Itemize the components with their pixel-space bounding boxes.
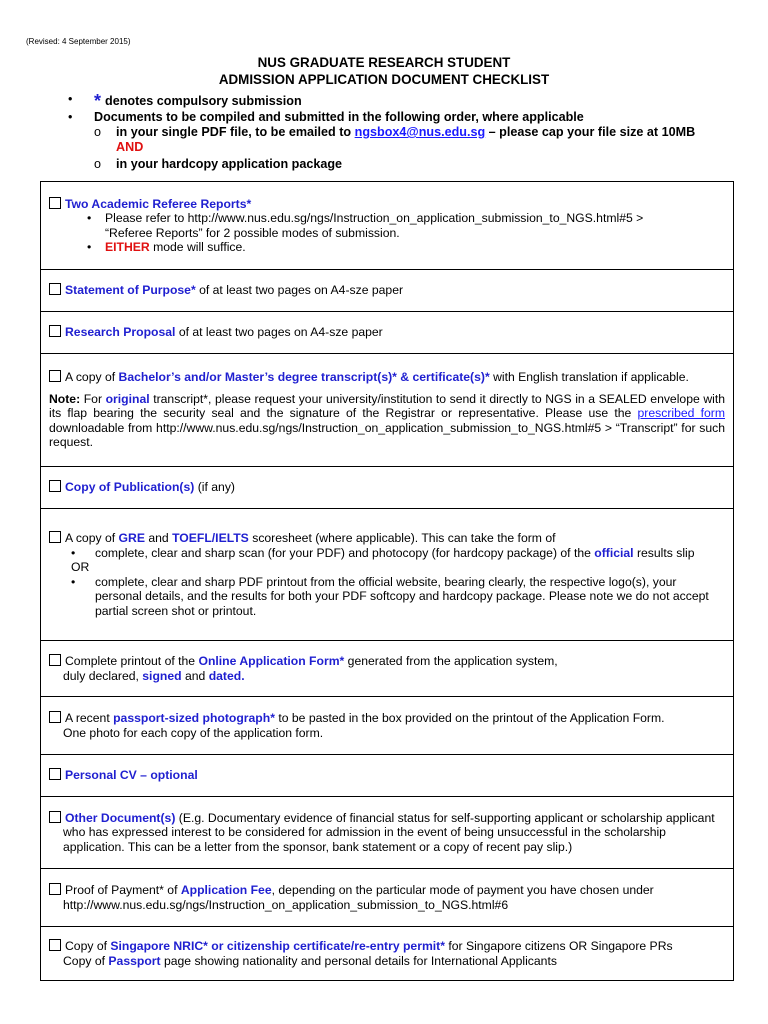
gre-or: OR (71, 560, 90, 574)
checklist-row-proposal (41, 312, 734, 354)
checklist-row-online-form (41, 641, 734, 697)
online-signed: signed (142, 668, 182, 683)
note-post: downloadable from http://www.nus.edu.sg/ngs/Instruction_on_application_submission_to_NGS.html#5 > “Transcript” for such request. (49, 420, 725, 450)
checklist-row-cv (41, 755, 734, 797)
online-pre: Complete printout of the (65, 654, 196, 668)
gre-label: GRE (118, 531, 145, 545)
gre-rest: scoresheet (where applicable). This can take the form of (252, 531, 556, 545)
document-checklist-table (40, 181, 734, 981)
bullet-icon: • (68, 110, 73, 124)
page-title-line2: ADMISSION APPLICATION DOCUMENT CHECKLIST (218, 72, 550, 87)
nric-rest: for Singapore citizens OR Singapore PRs (448, 939, 673, 953)
compulsory-star-icon: * (94, 91, 102, 111)
note-pre: For (83, 391, 103, 406)
gre-b1-pre: complete, clear and sharp scan (for your PDF) and photocopy (for hardcopy package) of the (95, 545, 591, 560)
revised-date: (Revised: 4 September 2015) (26, 37, 131, 46)
note-label: Note: (49, 391, 81, 406)
checklist-row-referee (41, 182, 734, 270)
ngs-email-link[interactable]: ngsbox4@nus.edu.sg (354, 125, 486, 139)
gre-b2: complete, clear and sharp PDF printout from the official website, bearing clearly, the respective logo(s), your personal details, and the results for both your PDF softcopy and hardcopy package. Please note we do not accept partial screen shot or printout. (95, 574, 709, 618)
checklist-row-gre (41, 509, 734, 641)
referee-title: Two Academic Referee Reports* (65, 196, 252, 211)
note-original: original (105, 391, 150, 406)
bullet-icon: • (71, 545, 76, 560)
checkbox-gre[interactable] (49, 531, 61, 543)
referee-bullet1b: “Referee Reports” for 2 possible modes of submission. (105, 225, 400, 240)
checkbox-other[interactable] (49, 811, 61, 823)
gre-and: and (148, 531, 169, 545)
checklist-row-nric (41, 927, 734, 981)
cv-title: Personal CV – optional (65, 768, 198, 783)
nric-title: Singapore NRIC* or citizenship certificate/re-entry permit* (110, 939, 445, 953)
bullet-icon: • (87, 211, 92, 225)
prescribed-form-link[interactable]: prescribed form (637, 406, 725, 421)
payment-rest: , depending on the particular mode of payment you have chosen under (271, 883, 654, 897)
intro-instructions (68, 92, 748, 172)
transcript-pre: A copy of (65, 370, 116, 385)
online-title: Online Application Form* (198, 654, 345, 668)
transcript-rest: with English translation if applicable. (493, 370, 689, 385)
bullet-icon: • (71, 574, 76, 589)
checkbox-cv[interactable] (49, 768, 61, 780)
gre-b1-post: results slip (636, 545, 695, 560)
photo-pre: A recent (65, 711, 110, 725)
checkbox-referee[interactable] (49, 197, 61, 209)
payment-l2: http://www.nus.edu.sg/ngs/Instruction_on_application_submission_to_NGS.html#6 (63, 897, 509, 912)
checkbox-photo[interactable] (49, 711, 61, 723)
nric-pre: Copy of (65, 939, 108, 953)
bullet-icon: • (87, 240, 92, 254)
intro-line2: Documents to be compiled and submitted in the following order, where applicable (94, 110, 584, 124)
purpose-rest: of at least two pages on A4-sze paper (199, 283, 404, 298)
proposal-rest: of at least two pages on A4-sze paper (178, 325, 383, 340)
transcript-title: Bachelor’s and/or Master’s degree transcript(s)* & certificate(s)* (118, 370, 490, 385)
photo-title: passport-sized photograph* (113, 711, 275, 725)
payment-title: Application Fee (180, 883, 272, 897)
referee-bullet1: Please refer to http://www.nus.edu.sg/ngs/Instruction_on_application_submission_to_NGS.html#5 > (105, 211, 644, 225)
online-dated: dated. (208, 668, 245, 683)
photo-l2: One photo for each copy of the application form. (63, 725, 324, 740)
online-rest: generated from the application system, (347, 654, 558, 668)
nric-l2-pre: Copy of (63, 953, 106, 968)
checkbox-transcript[interactable] (49, 370, 61, 382)
checklist-row-transcript (41, 354, 734, 467)
note-mid: transcript*, please request your university/institution to send it directly to NGS in a SEALED envelope with its flap bearing the security seal and the signature of the Registrar or representative. Please use the (49, 391, 726, 421)
page-title-line1: NUS GRADUATE RESEARCH STUDENT (257, 55, 511, 70)
proposal-title: Research Proposal (65, 325, 176, 340)
checklist-row-purpose (41, 270, 734, 312)
and-label: AND (116, 140, 144, 154)
other-title: Other Document(s) (65, 810, 176, 825)
other-rest: (E.g. Documentary evidence of financial status for self-supporting applicant or scholarship applicant who has expressed interest to be considered for admission in the event of being unsuccessful in the scholarship application. This can be a letter from the sponsor, bank statement or a copy of recent pay slip.) (63, 810, 715, 854)
toefl-label: TOEFL/IELTS (172, 531, 249, 545)
purpose-title: Statement of Purpose* (65, 283, 196, 298)
online-l2-pre: duly declared, (63, 668, 139, 683)
checklist-row-photo (41, 697, 734, 755)
gre-pre: A copy of (65, 531, 116, 545)
referee-bullet2: mode will suffice. (153, 240, 246, 254)
referee-either: EITHER (105, 240, 150, 254)
intro-line1: denotes compulsory submission (105, 94, 302, 108)
checkbox-publication[interactable] (49, 480, 61, 492)
intro-sub1-pre: in your single PDF file, to be emailed to (116, 125, 352, 139)
nric-l2-rest: page showing nationality and personal details for International Applicants (163, 953, 557, 968)
checklist-row-publication (41, 467, 734, 509)
sub-bullet-icon: o (94, 125, 102, 139)
publication-rest: (if any) (197, 480, 235, 495)
checkbox-payment[interactable] (49, 883, 61, 895)
payment-pre: Proof of Payment* of (65, 883, 178, 897)
bullet-icon: • (68, 92, 73, 106)
checkbox-purpose[interactable] (49, 283, 61, 295)
intro-sub2: in your hardcopy application package (116, 157, 343, 171)
checkbox-proposal[interactable] (49, 325, 61, 337)
online-l2-and: and (184, 668, 206, 683)
checkbox-nric[interactable] (49, 939, 61, 951)
sub-bullet-icon: o (94, 157, 102, 171)
checklist-row-other (41, 797, 734, 869)
publication-title: Copy of Publication(s) (65, 480, 195, 495)
checklist-row-payment (41, 869, 734, 927)
checkbox-online-form[interactable] (49, 654, 61, 666)
nric-passport: Passport (108, 953, 161, 968)
intro-sub1-post: – please cap your file size at 10MB (488, 125, 696, 139)
photo-rest: to be pasted in the box provided on the printout of the Application Form. (278, 711, 665, 725)
gre-official: official (594, 545, 634, 560)
